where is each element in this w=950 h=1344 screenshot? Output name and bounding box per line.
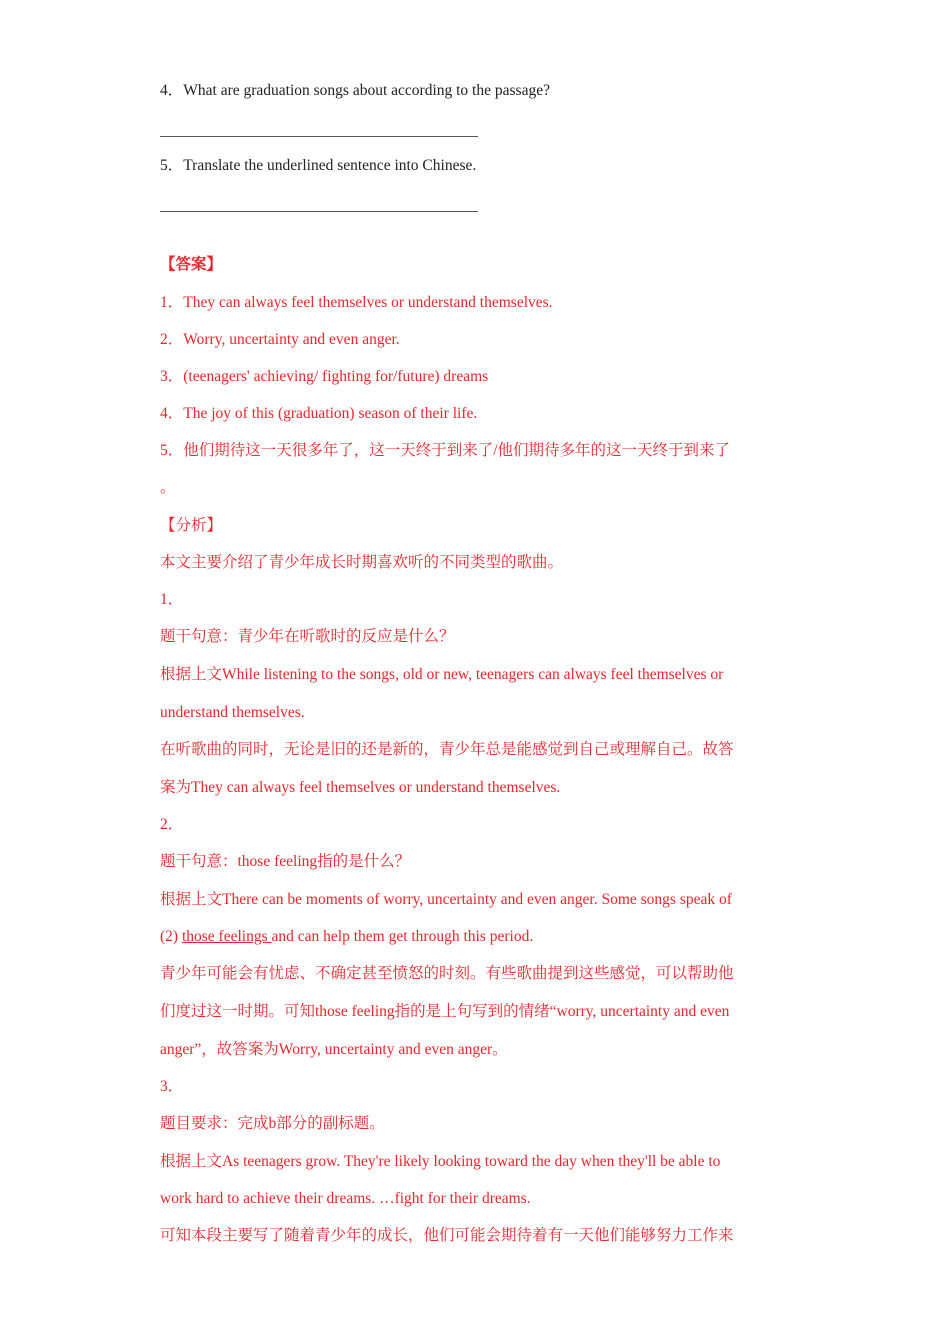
answer-3: 3．(teenagers' achieving/ fighting for/future) dreams bbox=[160, 368, 489, 385]
quote-suffix: and can help them get through this period. bbox=[271, 928, 534, 945]
answer-2: 2．Worry, uncertainty and even anger. bbox=[160, 331, 400, 348]
analysis-1-explanation-line1: 在听歌曲的同时，无论是旧的还是新的，青少年总是能感觉到自己或理解自己。故答 bbox=[160, 741, 734, 758]
answer-blank-4[interactable] bbox=[160, 136, 478, 137]
answer-5: 5．他们期待这一天很多年了，这一天终于到来了/他们期待多年的这一天终于到来了 bbox=[160, 442, 731, 459]
analysis-2-number: 2． bbox=[160, 816, 184, 833]
underlined-phrase: those feelings bbox=[181, 928, 272, 945]
analysis-3-explanation-line1: 可知本段主要写了随着青少年的成长，他们可能会期待着有一天他们能够努力工作来 bbox=[160, 1227, 734, 1244]
analysis-header: 【分析】 bbox=[160, 517, 223, 534]
analysis-2-explanation-line2: 们度过这一时期。可知those feeling指的是上句写到的情绪“worry, uncertainty and even bbox=[160, 1003, 730, 1020]
analysis-3-stem: 题目要求：完成b部分的副标题。 bbox=[160, 1115, 385, 1132]
analysis-1-stem: 题干句意：青少年在听歌时的反应是什么？ bbox=[160, 628, 455, 645]
analysis-3-quote-line2: work hard to achieve their dreams. …fight for their dreams. bbox=[160, 1190, 531, 1207]
analysis-2-stem: 题干句意：those feeling指的是什么？ bbox=[160, 853, 411, 870]
analysis-3-number: 3． bbox=[160, 1078, 184, 1095]
answer-4: 4．The joy of this (graduation) season of their life. bbox=[160, 405, 478, 422]
question-4: 4．What are graduation songs about according to the passage? bbox=[160, 82, 550, 99]
analysis-1-quote-line2: understand themselves. bbox=[160, 704, 305, 721]
answer-blank-5[interactable] bbox=[160, 211, 478, 212]
question-5: 5．Translate the underlined sentence into Chinese. bbox=[160, 157, 477, 174]
answer-header: 【答案】 bbox=[160, 256, 223, 273]
answer-1: 1．They can always feel themselves or understand themselves. bbox=[160, 294, 553, 311]
analysis-1-explanation-line2: 案为They can always feel themselves or understand themselves. bbox=[160, 779, 561, 796]
quote-prefix: (2) bbox=[160, 928, 182, 945]
analysis-summary: 本文主要介绍了青少年成长时期喜欢听的不同类型的歌曲。 bbox=[160, 554, 564, 571]
analysis-2-quote-line2 bbox=[160, 927, 790, 947]
answer-5-end: 。 bbox=[160, 479, 176, 496]
analysis-2-explanation-line1: 青少年可能会有忧虑、不确定甚至愤怒的时刻。有些歌曲提到这些感觉，可以帮助他 bbox=[160, 965, 734, 982]
analysis-2-quote-line1: 根据上文There can be moments of worry, uncertainty and even anger. Some songs speak of bbox=[160, 891, 732, 908]
analysis-2-explanation-line3: anger”，故答案为Worry, uncertainty and even anger。 bbox=[160, 1041, 508, 1058]
analysis-3-quote-line1: 根据上文As teenagers grow. They're likely looking toward the day when they'll be able to bbox=[160, 1153, 721, 1170]
analysis-1-quote-line1: 根据上文While listening to the songs, old or new, teenagers can always feel themselves or bbox=[160, 666, 724, 683]
analysis-1-number: 1． bbox=[160, 591, 184, 608]
